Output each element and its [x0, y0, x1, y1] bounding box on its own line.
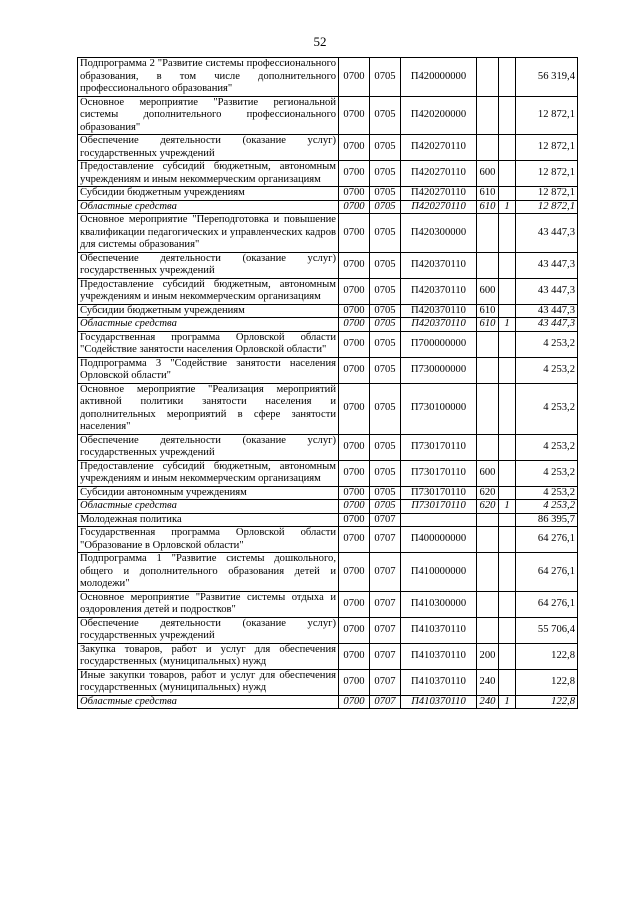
section-code: 0700: [339, 513, 370, 527]
table-row: [78, 434, 578, 460]
amount: 122,8: [516, 669, 578, 695]
amount: 56 319,4: [516, 58, 578, 97]
amount: 64 276,1: [516, 527, 578, 553]
row-name: Основное мероприятие "Развитие региональной системы дополнительного профессионального образования": [78, 96, 339, 135]
target-article-code: П410370110: [401, 617, 477, 643]
amount: 122,8: [516, 643, 578, 669]
target-article-code: П730170110: [401, 460, 477, 486]
source-code: [499, 617, 516, 643]
section-code: 0700: [339, 200, 370, 214]
row-name: Закупка товаров, работ и услуг для обеспечения государственных (муниципальных) нужд: [78, 643, 339, 669]
row-name: Обеспечение деятельности (оказание услуг) государственных учреждений: [78, 434, 339, 460]
table-row: [78, 357, 578, 383]
table-row: [78, 643, 578, 669]
row-name: Обеспечение деятельности (оказание услуг) государственных учреждений: [78, 135, 339, 161]
target-article-code: П410000000: [401, 553, 477, 592]
expense-type-code: [477, 252, 499, 278]
source-code: [499, 252, 516, 278]
table-row: [78, 187, 578, 201]
table-row: [78, 695, 578, 709]
expense-type-code: [477, 527, 499, 553]
amount: 12 872,1: [516, 187, 578, 201]
expense-type-code: 240: [477, 695, 499, 709]
source-code: [499, 486, 516, 500]
table-row: [78, 318, 578, 332]
expense-type-code: 610: [477, 187, 499, 201]
source-code: [499, 96, 516, 135]
amount: 12 872,1: [516, 96, 578, 135]
section-code: 0700: [339, 214, 370, 253]
section-code: 0700: [339, 591, 370, 617]
row-name: Обеспечение деятельности (оказание услуг) государственных учреждений: [78, 252, 339, 278]
section-code: 0700: [339, 357, 370, 383]
row-name: Подпрограмма 3 "Содействие занятости населения Орловской области": [78, 357, 339, 383]
subsection-code: 0705: [370, 500, 401, 514]
source-code: [499, 591, 516, 617]
section-code: 0700: [339, 318, 370, 332]
amount: 43 447,3: [516, 214, 578, 253]
section-code: 0700: [339, 553, 370, 592]
subsection-code: 0705: [370, 460, 401, 486]
section-code: 0700: [339, 669, 370, 695]
target-article-code: П410370110: [401, 643, 477, 669]
row-name: Областные средства: [78, 500, 339, 514]
expense-type-code: 600: [477, 161, 499, 187]
target-article-code: П420270110: [401, 135, 477, 161]
source-code: [499, 460, 516, 486]
target-article-code: П730170110: [401, 434, 477, 460]
section-code: 0700: [339, 331, 370, 357]
subsection-code: 0707: [370, 695, 401, 709]
source-code: [499, 513, 516, 527]
row-name: Подпрограмма 1 "Развитие системы дошкольного, общего и дополнительного образования детей и молодежи": [78, 553, 339, 592]
expense-type-code: [477, 513, 499, 527]
target-article-code: П420370110: [401, 278, 477, 304]
table-row: [78, 527, 578, 553]
row-name: Субсидии бюджетным учреждениям: [78, 304, 339, 318]
table-row: [78, 161, 578, 187]
target-article-code: П420000000: [401, 58, 477, 97]
row-name: Предоставление субсидий бюджетным, автономным учреждениям и иным некоммерческим организациям: [78, 460, 339, 486]
row-name: Основное мероприятие "Реализация мероприятий активной политики занятости населения и дополнительных мероприятий в сфере занятости населения": [78, 383, 339, 434]
section-code: 0700: [339, 304, 370, 318]
table-row: [78, 383, 578, 434]
table-row: [78, 200, 578, 214]
source-code: [499, 214, 516, 253]
subsection-code: 0705: [370, 252, 401, 278]
section-code: 0700: [339, 527, 370, 553]
section-code: 0700: [339, 434, 370, 460]
source-code: [499, 58, 516, 97]
source-code: 1: [499, 695, 516, 709]
table-row: [78, 460, 578, 486]
source-code: [499, 331, 516, 357]
row-name: Обеспечение деятельности (оказание услуг) государственных учреждений: [78, 617, 339, 643]
table-row: [78, 331, 578, 357]
subsection-code: 0705: [370, 318, 401, 332]
target-article-code: П420270110: [401, 200, 477, 214]
target-article-code: П410370110: [401, 695, 477, 709]
source-code: [499, 187, 516, 201]
table-row: [78, 486, 578, 500]
source-code: [499, 527, 516, 553]
source-code: 1: [499, 500, 516, 514]
table-row: [78, 58, 578, 97]
table-row: [78, 214, 578, 253]
amount: 122,8: [516, 695, 578, 709]
expense-type-code: [477, 331, 499, 357]
table-row: [78, 278, 578, 304]
expense-type-code: 610: [477, 318, 499, 332]
row-name: Подпрограмма 2 "Развитие системы профессионального образования, в том числе дополнительного профессионального образования": [78, 58, 339, 97]
target-article-code: П420370110: [401, 318, 477, 332]
section-code: 0700: [339, 643, 370, 669]
source-code: [499, 357, 516, 383]
table-row: [78, 500, 578, 514]
subsection-code: 0705: [370, 200, 401, 214]
source-code: [499, 553, 516, 592]
row-name: Государственная программа Орловской области "Содействие занятости населения Орловской области": [78, 331, 339, 357]
amount: 43 447,3: [516, 304, 578, 318]
subsection-code: 0705: [370, 304, 401, 318]
amount: 43 447,3: [516, 318, 578, 332]
amount: 12 872,1: [516, 161, 578, 187]
subsection-code: 0707: [370, 643, 401, 669]
subsection-code: 0705: [370, 161, 401, 187]
source-code: [499, 278, 516, 304]
target-article-code: П700000000: [401, 331, 477, 357]
row-name: Иные закупки товаров, работ и услуг для обеспечения государственных (муниципальных) нужд: [78, 669, 339, 695]
subsection-code: 0707: [370, 553, 401, 592]
source-code: [499, 434, 516, 460]
expense-type-code: 200: [477, 643, 499, 669]
row-name: Основное мероприятие "Развитие системы отдыха и оздоровления детей и подростков": [78, 591, 339, 617]
target-article-code: П410300000: [401, 591, 477, 617]
target-article-code: П420370110: [401, 252, 477, 278]
page-number: 52: [313, 34, 327, 49]
section-code: 0700: [339, 278, 370, 304]
target-article-code: П730170110: [401, 486, 477, 500]
source-code: [499, 643, 516, 669]
target-article-code: П730000000: [401, 357, 477, 383]
table-row: [78, 252, 578, 278]
amount: 64 276,1: [516, 591, 578, 617]
subsection-code: 0705: [370, 486, 401, 500]
source-code: [499, 383, 516, 434]
table-row: [78, 304, 578, 318]
target-article-code: П420370110: [401, 304, 477, 318]
expense-type-code: 610: [477, 304, 499, 318]
table-row: [78, 513, 578, 527]
subsection-code: 0705: [370, 214, 401, 253]
expense-type-code: [477, 214, 499, 253]
expense-type-code: [477, 434, 499, 460]
target-article-code: П420270110: [401, 161, 477, 187]
row-name: Основное мероприятие "Переподготовка и повышение квалификации педагогических и управленческих кадров для системы образования": [78, 214, 339, 253]
amount: 64 276,1: [516, 553, 578, 592]
amount: 4 253,2: [516, 383, 578, 434]
section-code: 0700: [339, 486, 370, 500]
subsection-code: 0705: [370, 135, 401, 161]
section-code: 0700: [339, 187, 370, 201]
target-article-code: П420200000: [401, 96, 477, 135]
amount: 4 253,2: [516, 331, 578, 357]
section-code: 0700: [339, 617, 370, 643]
row-name: Предоставление субсидий бюджетным, автономным учреждениям и иным некоммерческим организациям: [78, 161, 339, 187]
table-row: [78, 591, 578, 617]
subsection-code: 0707: [370, 527, 401, 553]
subsection-code: 0705: [370, 434, 401, 460]
section-code: 0700: [339, 161, 370, 187]
expense-type-code: 600: [477, 278, 499, 304]
subsection-code: 0707: [370, 591, 401, 617]
target-article-code: П730170110: [401, 500, 477, 514]
target-article-code: П420270110: [401, 187, 477, 201]
subsection-code: 0705: [370, 278, 401, 304]
amount: 4 253,2: [516, 357, 578, 383]
expense-type-code: [477, 591, 499, 617]
expense-type-code: [477, 357, 499, 383]
source-code: [499, 135, 516, 161]
expense-type-code: 620: [477, 486, 499, 500]
subsection-code: 0707: [370, 617, 401, 643]
section-code: 0700: [339, 500, 370, 514]
expense-type-code: [477, 617, 499, 643]
row-name: Областные средства: [78, 695, 339, 709]
target-article-code: П400000000: [401, 527, 477, 553]
source-code: [499, 304, 516, 318]
amount: 43 447,3: [516, 278, 578, 304]
subsection-code: 0705: [370, 383, 401, 434]
expense-type-code: 620: [477, 500, 499, 514]
section-code: 0700: [339, 460, 370, 486]
table-row: [78, 669, 578, 695]
amount: 86 395,7: [516, 513, 578, 527]
amount: 55 706,4: [516, 617, 578, 643]
section-code: 0700: [339, 96, 370, 135]
amount: 12 872,1: [516, 200, 578, 214]
row-name: Областные средства: [78, 318, 339, 332]
row-name: Государственная программа Орловской области "Образование в Орловской области": [78, 527, 339, 553]
source-code: [499, 669, 516, 695]
source-code: 1: [499, 200, 516, 214]
subsection-code: 0705: [370, 58, 401, 97]
target-article-code: П420300000: [401, 214, 477, 253]
subsection-code: 0705: [370, 187, 401, 201]
table-row: [78, 553, 578, 592]
section-code: 0700: [339, 58, 370, 97]
amount: 4 253,2: [516, 434, 578, 460]
section-code: 0700: [339, 252, 370, 278]
expense-type-code: [477, 383, 499, 434]
target-article-code: П410370110: [401, 669, 477, 695]
expense-type-code: [477, 553, 499, 592]
table-row: [78, 135, 578, 161]
amount: 43 447,3: [516, 252, 578, 278]
budget-table: [77, 57, 578, 709]
expense-type-code: [477, 135, 499, 161]
table-row: [78, 96, 578, 135]
section-code: 0700: [339, 695, 370, 709]
amount: 12 872,1: [516, 135, 578, 161]
subsection-code: 0707: [370, 513, 401, 527]
amount: 4 253,2: [516, 486, 578, 500]
source-code: [499, 161, 516, 187]
expense-type-code: [477, 58, 499, 97]
section-code: 0700: [339, 135, 370, 161]
subsection-code: 0707: [370, 669, 401, 695]
row-name: Субсидии автономным учреждениям: [78, 486, 339, 500]
expense-type-code: 240: [477, 669, 499, 695]
target-article-code: [401, 513, 477, 527]
expense-type-code: 600: [477, 460, 499, 486]
subsection-code: 0705: [370, 96, 401, 135]
row-name: Предоставление субсидий бюджетным, автономным учреждениям и иным некоммерческим организациям: [78, 278, 339, 304]
subsection-code: 0705: [370, 357, 401, 383]
row-name: Молодежная политика: [78, 513, 339, 527]
target-article-code: П730100000: [401, 383, 477, 434]
amount: 4 253,2: [516, 500, 578, 514]
row-name: Субсидии бюджетным учреждениям: [78, 187, 339, 201]
table-row: [78, 617, 578, 643]
row-name: Областные средства: [78, 200, 339, 214]
source-code: 1: [499, 318, 516, 332]
expense-type-code: [477, 96, 499, 135]
amount: 4 253,2: [516, 460, 578, 486]
subsection-code: 0705: [370, 331, 401, 357]
section-code: 0700: [339, 383, 370, 434]
expense-type-code: 610: [477, 200, 499, 214]
